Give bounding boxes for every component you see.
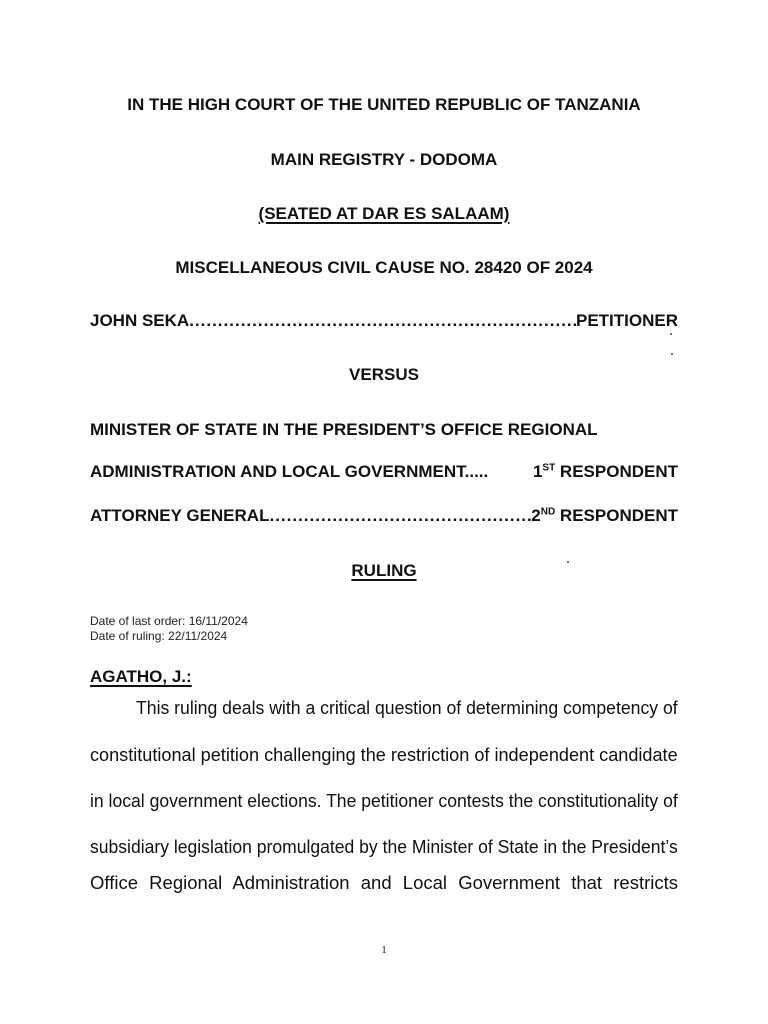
leader-dots xyxy=(189,311,576,331)
versus: VERSUS xyxy=(349,365,419,384)
ordinal: 1 xyxy=(532,462,543,481)
respondent1-name: MINISTER OF STATE IN THE PRESIDENT’S OFFICE REGIONAL xyxy=(90,420,598,439)
role: RESPONDENT xyxy=(555,506,678,525)
speck xyxy=(670,333,672,335)
body-line: Office Regional Administration and Local Government that restricts xyxy=(90,872,678,893)
respondent1-line2 xyxy=(90,462,678,482)
speck xyxy=(671,353,673,355)
ordinal: 2 xyxy=(531,506,541,525)
court-title: IN THE HIGH COURT OF THE UNITED REPUBLIC OF TANZANIA xyxy=(127,95,641,114)
respondent1-name-cont: ADMINISTRATION AND LOCAL GOVERNMENT..... xyxy=(90,462,489,481)
petitioner-line xyxy=(90,311,678,331)
respondent2-line xyxy=(90,506,678,526)
seated-at: (SEATED AT DAR ES SALAAM) xyxy=(258,204,510,223)
ordinal-suffix: ST xyxy=(542,462,556,474)
role: RESPONDENT xyxy=(555,462,678,481)
petitioner-role: PETITIONER xyxy=(575,311,678,330)
respondent2-name: ATTORNEY GENERAL xyxy=(90,506,270,525)
body-line: This ruling deals with a critical question of determining competency of xyxy=(136,697,678,718)
ordinal-suffix: ND xyxy=(540,506,556,518)
ruling-heading: RULING xyxy=(351,561,417,580)
respondent1-role xyxy=(533,462,678,482)
date-last-order: Date of last order: 16/11/2024 xyxy=(90,614,248,628)
respondent2-role xyxy=(531,506,678,526)
date-of-ruling: Date of ruling: 22/11/2024 xyxy=(90,629,228,643)
body-line: constitutional petition challenging the restriction of independent candidate xyxy=(90,744,678,765)
judge-name: AGATHO, J.: xyxy=(90,667,192,686)
cause-number: MISCELLANEOUS CIVIL CAUSE NO. 28420 OF 2024 xyxy=(175,258,593,277)
body-line: subsidiary legislation promulgated by the Minister of State in the President’s xyxy=(90,836,678,857)
registry: MAIN REGISTRY - DODOMA xyxy=(270,150,498,169)
speck xyxy=(567,561,569,563)
respondent1-line1 xyxy=(90,420,678,440)
leader-dots xyxy=(269,506,531,526)
petitioner-name: JOHN SEKA xyxy=(90,311,190,330)
page-number: 1 xyxy=(381,944,387,956)
body-line: in local government elections. The petitioner contests the constitutionality of xyxy=(90,790,678,811)
